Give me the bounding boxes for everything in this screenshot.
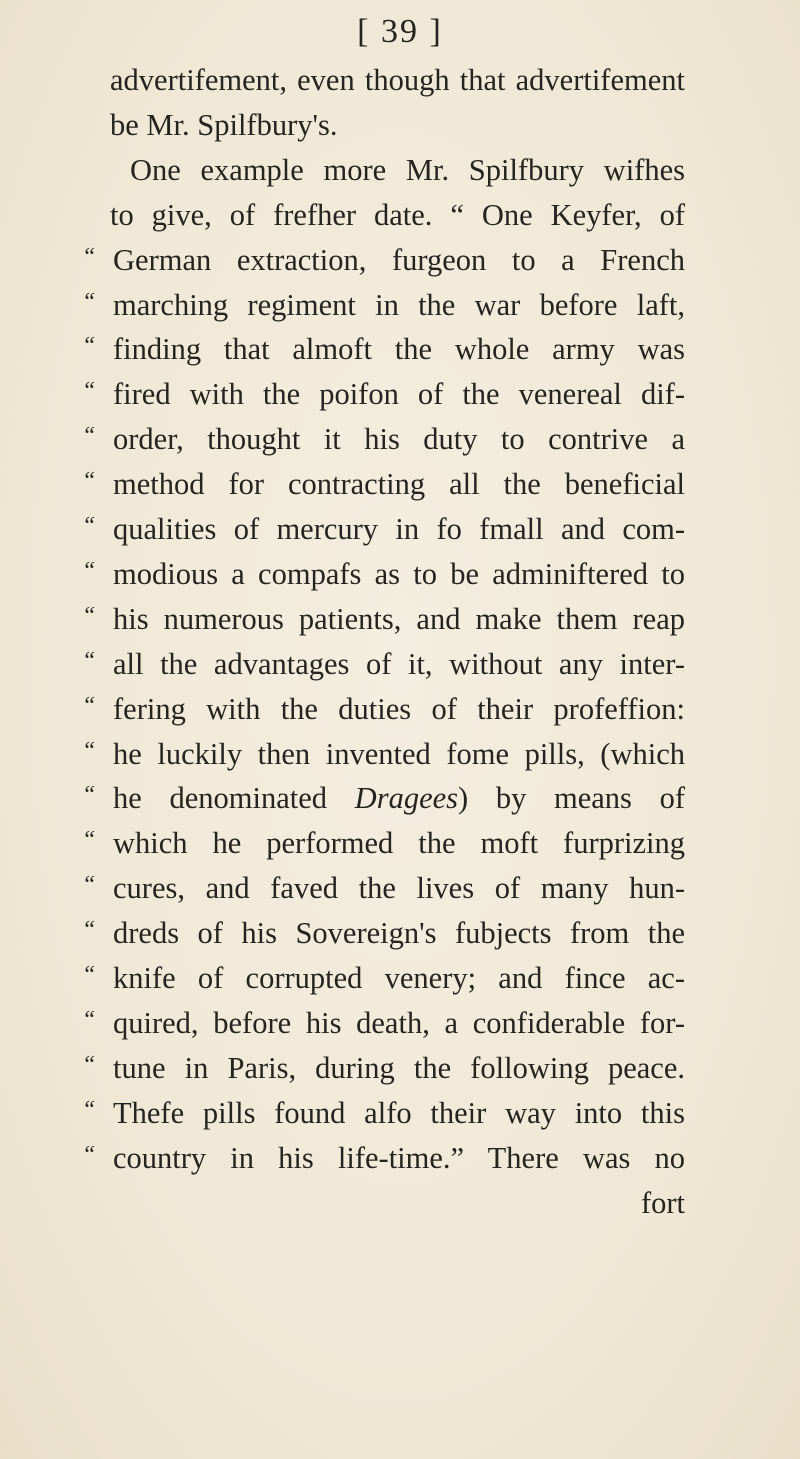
line-text: marching regiment in the war before laft, (113, 287, 685, 322)
quote-mark: “ (82, 737, 96, 764)
quote-mark: “ (82, 378, 96, 405)
text-line (0, 60, 800, 101)
text-line (0, 509, 800, 550)
line-text: advertifement, even though that advertifement (110, 63, 685, 97)
quote-mark: “ (82, 782, 96, 809)
quote-mark: “ (82, 468, 96, 495)
quote-mark: “ (82, 423, 96, 450)
quote-mark: “ (82, 872, 96, 899)
quote-mark: “ (82, 962, 96, 988)
text-line (0, 1093, 800, 1134)
line-text: country in his life-time.” There was no (113, 1140, 685, 1175)
line-text: to give, of frefher date. “ One Keyfer, of (110, 197, 685, 232)
quote-mark: “ (82, 243, 96, 270)
quote-mark: “ (82, 647, 96, 674)
line-text: he luckily then invented fome pills, (which (113, 736, 685, 771)
line-text: finding that almoft the whole army was (113, 332, 685, 367)
text-line (0, 464, 800, 505)
quote-mark: “ (82, 692, 96, 719)
text-line (0, 644, 800, 685)
quote-mark: “ (82, 1096, 96, 1123)
line-text: tune in Paris, during the following peace. (113, 1050, 685, 1085)
text-line (0, 554, 800, 595)
line-text: cures, and faved the lives of many hun- (113, 871, 685, 906)
text-line (0, 823, 800, 864)
quote-mark: “ (82, 1141, 96, 1168)
text-line (0, 1003, 800, 1044)
line-text: fort (640, 1185, 685, 1220)
line-text: order, thought it his duty to contrive a (113, 422, 685, 457)
text-line (0, 1048, 800, 1089)
line-text: German extraction, furgeon to a French (113, 242, 685, 277)
quote-mark: “ (82, 557, 96, 584)
quote-mark: “ (82, 1006, 96, 1033)
quote-mark: “ (82, 1051, 96, 1078)
line-text: One example more Mr. Spilfbury wifhes (130, 152, 685, 187)
text-line (0, 374, 800, 415)
text-line (0, 868, 800, 909)
line-text: fired with the poifon of the venereal dif- (113, 377, 685, 412)
text-line (0, 329, 800, 370)
text-line (0, 1183, 800, 1224)
line-text: dreds of his Sovereign's fubjects from the (113, 916, 685, 951)
quote-mark: “ (82, 288, 96, 315)
line-text: qualities of mercury in fo fmall and com- (113, 512, 685, 546)
line-text: knife of corrupted venery; and fince ac- (113, 961, 685, 995)
text-line (0, 689, 800, 730)
quote-mark: “ (82, 917, 96, 944)
quote-mark: “ (82, 513, 96, 539)
line-text: method for contracting all the beneficial (113, 467, 685, 502)
text-line (0, 734, 800, 775)
line-text: modious a compafs as to be adminiftered to (113, 556, 685, 591)
line-text: fering with the duties of their profeffion: (113, 691, 685, 726)
text-line (0, 195, 800, 236)
text-line (0, 285, 800, 326)
text-line (0, 913, 800, 954)
quote-mark: “ (82, 602, 96, 629)
line-text: Thefe pills found alfo their way into this (113, 1095, 685, 1130)
line-text: all the advantages of it, without any inter- (113, 646, 685, 681)
page-number: [ 39 ] (357, 13, 443, 50)
quote-mark: “ (82, 333, 96, 360)
text-line (0, 958, 800, 999)
text-line (0, 419, 800, 460)
line-text: quired, before his death, a confiderable for- (113, 1005, 685, 1040)
line-text: he denominated Dragees) by means of (113, 781, 686, 816)
text-line (0, 778, 800, 819)
line-text: be Mr. Spilfbury's. (110, 107, 338, 142)
quote-mark: “ (82, 827, 96, 854)
text-line (0, 240, 800, 281)
text-line (0, 105, 800, 146)
text-line (0, 1138, 800, 1179)
line-text: which he performed the moft furprizing (113, 826, 685, 861)
text-line (0, 150, 800, 191)
line-text: his numerous patients, and make them reap (113, 601, 685, 636)
text-line (0, 599, 800, 640)
